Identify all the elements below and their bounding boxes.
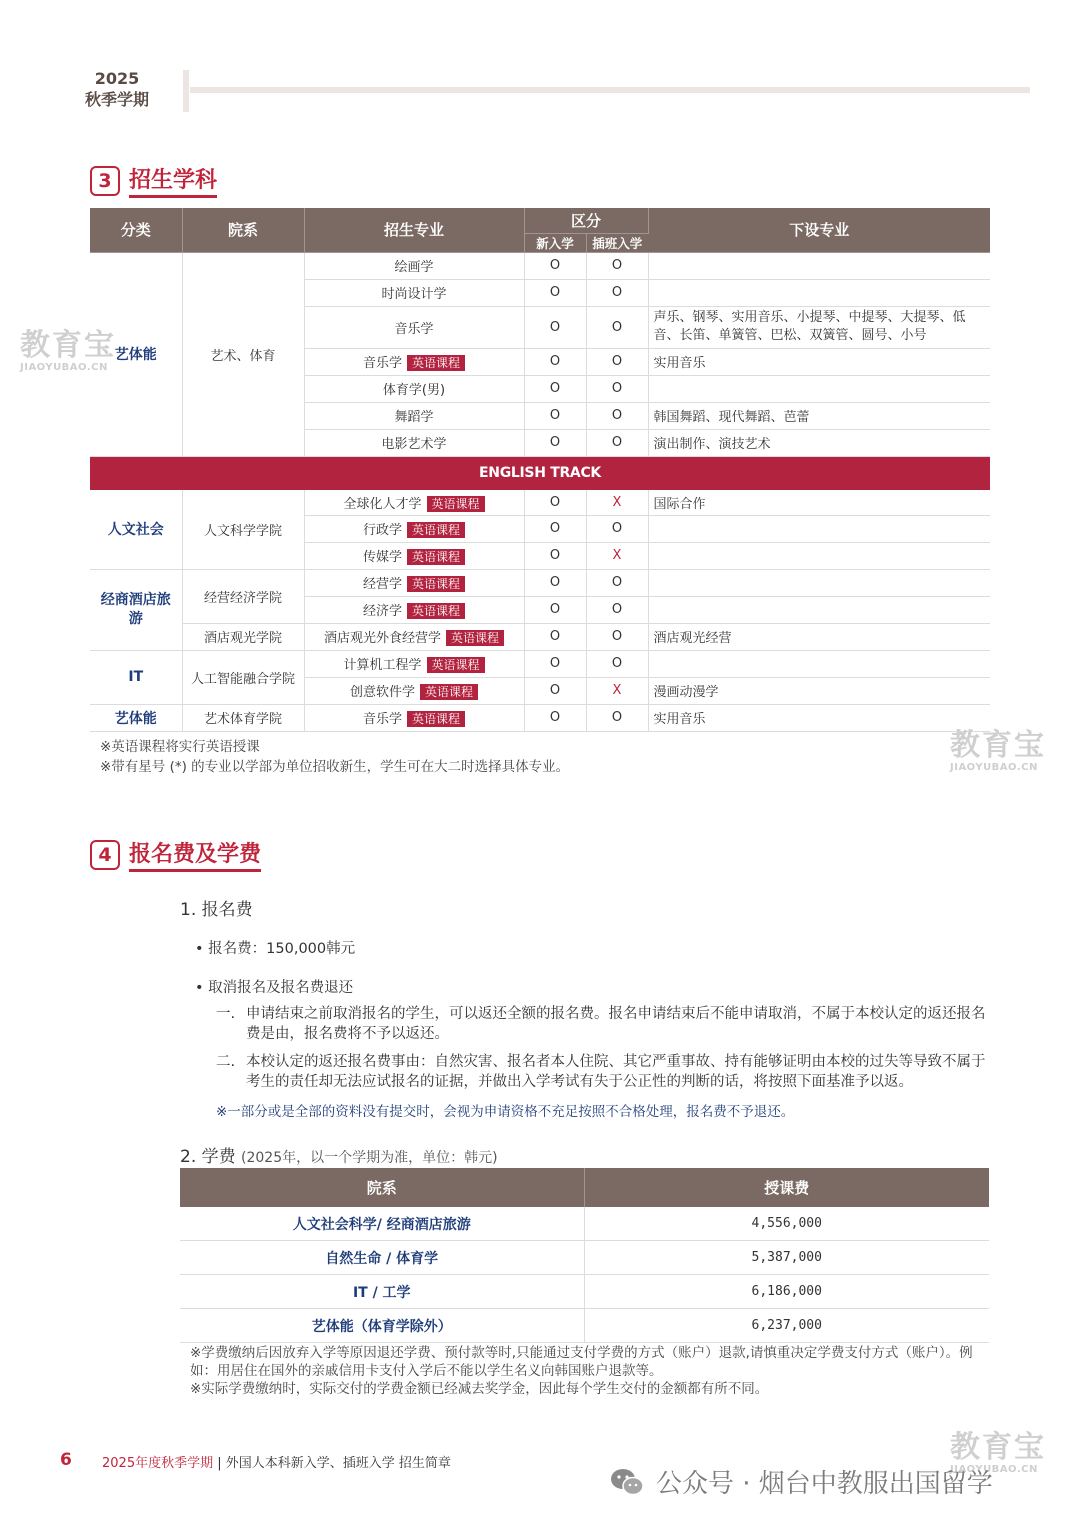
tuition-heading [180, 1142, 498, 1167]
new-entry-cell: O [524, 489, 586, 515]
transfer-cell: O [586, 252, 648, 279]
sub-major-cell: 声乐、钢琴、实用音乐、小提琴、中提琴、大提琴、低音、长笛、单簧管、巴松、双簧管、圆号、小号 [648, 306, 990, 348]
tuition-heading-label: 2. 学费 [180, 1147, 236, 1167]
category-cell: 经商酒店旅游 [90, 569, 182, 650]
table-row [180, 1241, 989, 1275]
table-row [90, 623, 990, 650]
new-entry-cell: O [524, 306, 586, 348]
sub-major-cell [648, 569, 990, 596]
table-row [180, 1207, 989, 1241]
sub-major-cell: 国际合作 [648, 489, 990, 515]
page-number: 6 [60, 1450, 72, 1470]
sub-major-cell [648, 252, 990, 279]
major-name: 音乐学 [362, 712, 402, 727]
major-cell: 绘画学 [304, 252, 524, 279]
transfer-cell: O [586, 650, 648, 677]
header-division: 区分 [524, 208, 648, 233]
tuition-fee-cell: 6,237,000 [584, 1309, 989, 1343]
wechat-icon [610, 1467, 644, 1497]
watermark-text: 教育宝 [950, 728, 1046, 763]
major-cell [304, 348, 524, 375]
sub-major-cell: 酒店观光经营 [648, 623, 990, 650]
wechat-text: 公众号 · 烟台中教服出国留学 [656, 1469, 993, 1499]
wechat-account [610, 1463, 993, 1500]
refund-item [216, 1004, 991, 1044]
header-year: 2025 [94, 69, 140, 88]
section-4-number: 4 [90, 840, 120, 870]
sub-major-cell: 演出制作、演技艺术 [648, 429, 990, 456]
tuition-dept-cell: 人文社会科学/ 经商酒店旅游 [180, 1207, 584, 1241]
major-cell [304, 596, 524, 623]
header-new-entry: 新入学 [524, 233, 586, 252]
table-row [90, 569, 990, 596]
major-cell [304, 489, 524, 515]
refund-heading: • 取消报名及报名费退还 [195, 980, 354, 996]
watermark-url: JIAOYUBAO.CN [20, 362, 108, 373]
english-course-badge: 英语课程 [420, 684, 478, 700]
table-row [90, 650, 990, 677]
english-course-badge: 英语课程 [427, 496, 485, 512]
new-entry-cell: O [524, 704, 586, 731]
new-entry-cell: O [524, 650, 586, 677]
dept-cell: 艺术、体育 [182, 252, 304, 456]
item-index: 二. [216, 1054, 236, 1070]
section-3-number: 3 [90, 166, 120, 196]
header-semester: 秋季学期 [84, 90, 149, 109]
footer-term: 2025年度秋季学期 [102, 1456, 214, 1471]
major-name: 音乐学 [362, 356, 402, 371]
new-entry-cell: O [524, 623, 586, 650]
new-entry-cell: O [524, 402, 586, 429]
transfer-cell: O [586, 306, 648, 348]
table-row [180, 1309, 989, 1343]
sub-major-cell [648, 596, 990, 623]
sub-major-cell: 实用音乐 [648, 704, 990, 731]
category-cell: 艺体能 [90, 252, 182, 456]
tuition-notes [190, 1344, 990, 1398]
tuition-header-fee: 授课费 [584, 1168, 989, 1207]
major-cell: 时尚设计学 [304, 279, 524, 306]
new-entry-cell: O [524, 542, 586, 569]
tuition-fee-cell: 4,556,000 [584, 1207, 989, 1241]
english-course-badge: 英语课程 [446, 630, 504, 646]
english-course-badge: 英语课程 [407, 576, 465, 592]
transfer-cell: X [586, 489, 648, 515]
major-cell [304, 704, 524, 731]
note-line: ※学费缴纳后因放弃入学等原因退还学费、预付款等时,只能通过支付学费的方式（账户）退款,请慎重决定学费支付方式（账户）。例如：用居住在国外的亲戚信用卡支付入学后不能以学生名义向韩国账户退款等。 [190, 1345, 973, 1379]
english-course-badge: 英语课程 [407, 355, 465, 371]
category-cell: 艺体能 [90, 704, 182, 731]
new-entry-cell: O [524, 677, 586, 704]
tuition-heading-note: (2025年，以一个学期为准，单位：韩元) [241, 1150, 498, 1166]
table-row [90, 252, 990, 279]
header-dept: 院系 [182, 208, 304, 252]
major-cell [304, 515, 524, 542]
transfer-cell: O [586, 429, 648, 456]
table-row [90, 704, 990, 731]
header-category: 分类 [90, 208, 182, 252]
major-name: 创意软件学 [349, 685, 415, 700]
transfer-cell: X [586, 677, 648, 704]
major-name: 经营学 [362, 577, 402, 592]
new-entry-cell: O [524, 515, 586, 542]
dept-cell: 人文科学学院 [182, 489, 304, 569]
dept-cell: 经营经济学院 [182, 569, 304, 623]
dept-cell: 人工智能融合学院 [182, 650, 304, 704]
note-line: ※带有星号 (*) 的专业以学部为单位招收新生，学生可在大二时选择具体专业。 [100, 759, 570, 775]
english-course-badge: 英语课程 [407, 711, 465, 727]
new-entry-cell: O [524, 569, 586, 596]
sub-major-cell [648, 515, 990, 542]
new-entry-cell: O [524, 429, 586, 456]
tuition-fee-cell: 5,387,000 [584, 1241, 989, 1275]
watermark-logo [20, 330, 116, 374]
section-4-heading [90, 837, 261, 872]
sub-major-cell [648, 542, 990, 569]
transfer-cell: O [586, 569, 648, 596]
refund-star-note: ※一部分或是全部的资料没有提交时，会视为申请资格不充足按照不合格处理，报名费不予退还。 [216, 1104, 795, 1120]
english-course-badge: 英语课程 [427, 657, 485, 673]
section-3-heading [90, 163, 217, 198]
application-fee-amount: • 报名费：150,000韩元 [195, 941, 356, 957]
sub-major-cell: 韩国舞蹈、现代舞蹈、芭蕾 [648, 402, 990, 429]
watermark-url: JIAOYUBAO.CN [950, 1464, 1038, 1475]
transfer-cell: O [586, 623, 648, 650]
category-cell: IT [90, 650, 182, 704]
new-entry-cell: O [524, 375, 586, 402]
english-course-badge: 英语课程 [407, 522, 465, 538]
refund-item [216, 1052, 991, 1092]
transfer-cell: O [586, 279, 648, 306]
header-term [78, 68, 156, 110]
major-cell [304, 650, 524, 677]
major-name: 经济学 [362, 604, 402, 619]
major-cell: 音乐学 [304, 306, 524, 348]
english-course-badge: 英语课程 [407, 603, 465, 619]
transfer-cell: O [586, 348, 648, 375]
major-name: 传媒学 [362, 550, 402, 565]
tuition-dept-cell: 自然生命 / 体育学 [180, 1241, 584, 1275]
major-name: 计算机工程学 [343, 658, 422, 673]
table-notes [100, 737, 569, 777]
dept-cell: 艺术体育学院 [182, 704, 304, 731]
tuition-dept-cell: 艺体能（体育学除外） [180, 1309, 584, 1343]
section-3-title: 招生学科 [129, 163, 217, 198]
sub-major-cell [648, 279, 990, 306]
application-fee-heading: 1. 报名费 [180, 900, 253, 920]
new-entry-cell: O [524, 348, 586, 375]
major-cell [304, 623, 524, 650]
table-row [90, 489, 990, 515]
major-name: 全球化人才学 [343, 496, 422, 512]
sub-major-cell [648, 375, 990, 402]
item-text: 本校认定的返还报名费事由：自然灾害、报名者本人住院、其它严重事故、持有能够证明由本校的过失等导致不属于考生的责任却无法应试报名的证据，并做出入学考试有失于公正性的判断的话，将按照下面基准予以返。 [246, 1054, 986, 1090]
english-track-banner [90, 456, 990, 489]
watermark-text: 教育宝 [20, 328, 116, 363]
watermark-text: 教育宝 [950, 1430, 1046, 1465]
transfer-cell: O [586, 375, 648, 402]
sub-major-cell: 实用音乐 [648, 348, 990, 375]
new-entry-cell: O [524, 596, 586, 623]
major-cell [304, 569, 524, 596]
watermark-logo [950, 730, 1046, 774]
sub-major-cell: 漫画动漫学 [648, 677, 990, 704]
transfer-cell: O [586, 596, 648, 623]
table-row [180, 1275, 989, 1309]
english-course-badge: 英语课程 [407, 549, 465, 565]
english-track-label: ENGLISH TRACK [90, 456, 990, 489]
major-cell: 电影艺术学 [304, 429, 524, 456]
tuition-table [180, 1168, 989, 1343]
header-divider-horizontal [190, 87, 1030, 93]
transfer-cell: O [586, 704, 648, 731]
tuition-fee-cell: 6,186,000 [584, 1275, 989, 1309]
new-entry-cell: O [524, 279, 586, 306]
tuition-header-dept: 院系 [180, 1168, 584, 1207]
transfer-cell: O [586, 515, 648, 542]
note-line: ※实际学费缴纳时，实际交付的学费金额已经减去奖学金，因此每个学生交付的金额都有所不同。 [190, 1381, 769, 1397]
major-cell [304, 677, 524, 704]
header-major: 招生专业 [304, 208, 524, 252]
admission-majors-table [90, 208, 990, 732]
major-cell: 体育学(男) [304, 375, 524, 402]
category-cell: 人文社会 [90, 489, 182, 569]
sub-major-cell [648, 650, 990, 677]
major-cell [304, 542, 524, 569]
transfer-cell: X [586, 542, 648, 569]
footer-title [102, 1452, 451, 1471]
major-name: 行政学 [362, 523, 402, 538]
watermark-url: JIAOYUBAO.CN [950, 762, 1038, 773]
header-transfer: 插班入学 [586, 233, 648, 252]
header-sub-major: 下设专业 [648, 208, 990, 252]
note-line: ※英语课程将实行英语授课 [100, 739, 260, 755]
dept-cell: 酒店观光学院 [182, 623, 304, 650]
section-4-title: 报名费及学费 [129, 837, 261, 872]
header-divider-vertical [183, 70, 189, 112]
transfer-cell: O [586, 402, 648, 429]
major-cell: 舞蹈学 [304, 402, 524, 429]
tuition-dept-cell: IT / 工学 [180, 1275, 584, 1309]
item-index: 一. [216, 1006, 236, 1022]
new-entry-cell: O [524, 252, 586, 279]
item-text: 申请结束之前取消报名的学生，可以返还全额的报名费。报名申请结束后不能申请取消，不属于本校认定的返还报名费是由，报名费将不予以返还。 [246, 1006, 986, 1042]
footer-subtitle: | 外国人本科新入学、插班入学 招生简章 [213, 1456, 451, 1471]
major-name: 酒店观光外食经营学 [323, 631, 441, 646]
